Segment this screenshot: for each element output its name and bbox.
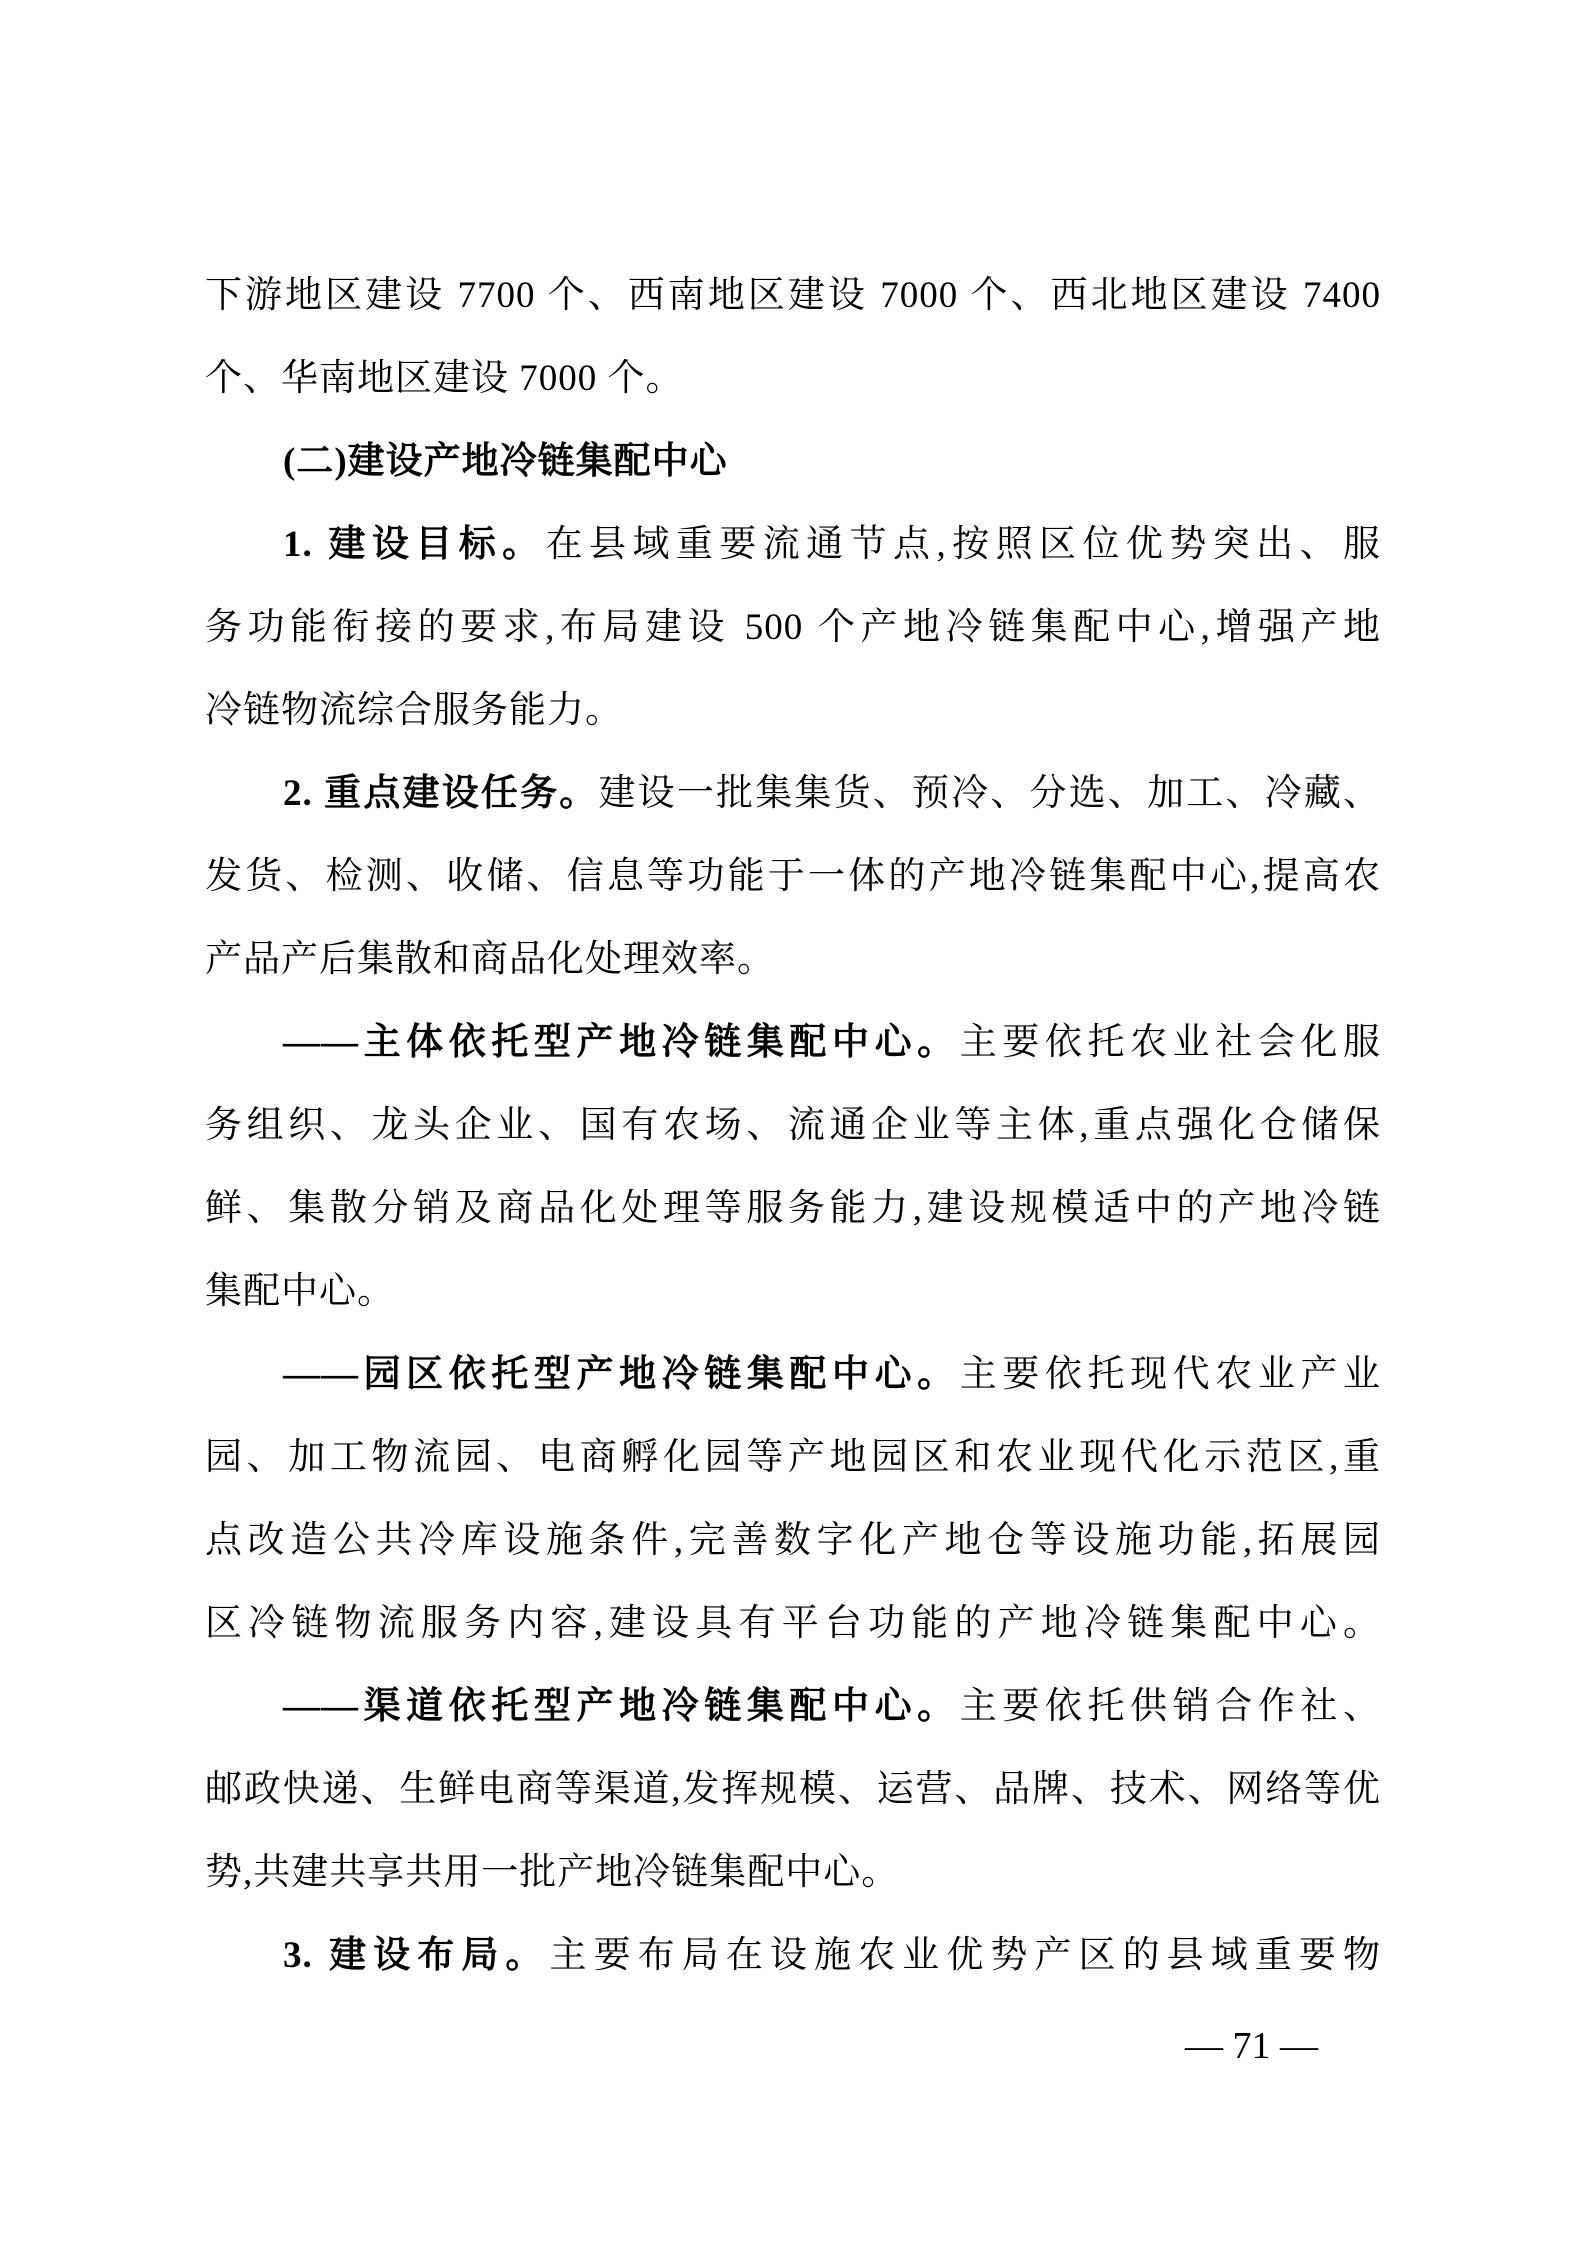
section-heading [205,420,1381,503]
body-text: 主要依托现代农业产业 [959,1354,1381,1395]
dash-item-lead-text: ——主体依托型产地冷链集配中心。 [283,1022,960,1063]
page-number: — 71 — [1185,2025,1318,2067]
body-text: 产品产后集散和商品化处理效率。 [205,939,775,980]
body-text: 集配中心。 [205,1271,395,1312]
body-line [205,1582,1381,1665]
body-line [205,1167,1381,1250]
dash-item-lead-text: ——园区依托型产地冷链集配中心。 [283,1354,960,1395]
body-text: 主要依托农业社会化服 [959,1022,1381,1063]
body-line [205,835,1381,918]
body-text: 建设一批集集货、预冷、分选、加工、冷藏、 [598,773,1382,814]
body-text: 点改造公共冷库设施条件,完善数字化产地仓等设施功能,拓展园 [205,1520,1381,1561]
body-line [205,669,1381,752]
body-text: 个、华南地区建设 7000 个。 [205,358,684,399]
body-text: 园、加工物流园、电商孵化园等产地园区和农业现代化示范区,重 [205,1437,1381,1478]
item-lead-text: 1. 建设目标。 [283,524,546,565]
body-line [205,1416,1381,1499]
body-line [205,1665,1381,1748]
body-text: 务功能衔接的要求,布局建设 500 个产地冷链集配中心,增强产地 [205,607,1381,648]
body-line [205,1499,1381,1582]
body-line [205,586,1381,669]
body-line [205,1748,1381,1831]
body-line [205,1250,1381,1333]
body-line [205,503,1381,586]
body-line [205,1914,1381,1997]
body-text: 主要布局在设施农业优势产区的县域重要物 [549,1935,1381,1976]
body-text: 发货、检测、收储、信息等功能于一体的产地冷链集配中心,提高农 [205,856,1381,897]
document-body [205,254,1381,1997]
body-line [205,1001,1381,1084]
item-lead-text: 3. 建设布局。 [283,1935,550,1976]
body-line [205,1084,1381,1167]
body-text: 主要依托供销合作社、 [959,1686,1381,1727]
body-text: 在县域重要流通节点,按照区位优势突出、服 [545,524,1382,565]
body-text: 鲜、集散分销及商品化处理等服务能力,建设规模适中的产地冷链 [205,1188,1381,1229]
body-line [205,918,1381,1001]
body-text: 势,共建共享共用一批产地冷链集配中心。 [205,1852,900,1893]
body-text: 下游地区建设 7700 个、西南地区建设 7000 个、西北地区建设 7400 [205,275,1381,316]
body-text: 邮政快递、生鲜电商等渠道,发挥规模、运营、品牌、技术、网络等优 [205,1769,1381,1810]
body-line [205,337,1381,420]
body-line [205,1333,1381,1416]
body-text: 区冷链物流服务内容,建设具有平台功能的产地冷链集配中心。 [205,1603,1381,1644]
body-line [205,752,1381,835]
item-lead-text: 2. 重点建设任务。 [283,773,599,814]
body-text: 务组织、龙头企业、国有农场、流通企业等主体,重点强化仓储保 [205,1105,1381,1146]
body-line [205,254,1381,337]
section-heading-text: (二)建设产地冷链集配中心 [283,441,728,482]
dash-item-lead-text: ——渠道依托型产地冷链集配中心。 [283,1686,960,1727]
body-text: 冷链物流综合服务能力。 [205,690,623,731]
body-line [205,1831,1381,1914]
